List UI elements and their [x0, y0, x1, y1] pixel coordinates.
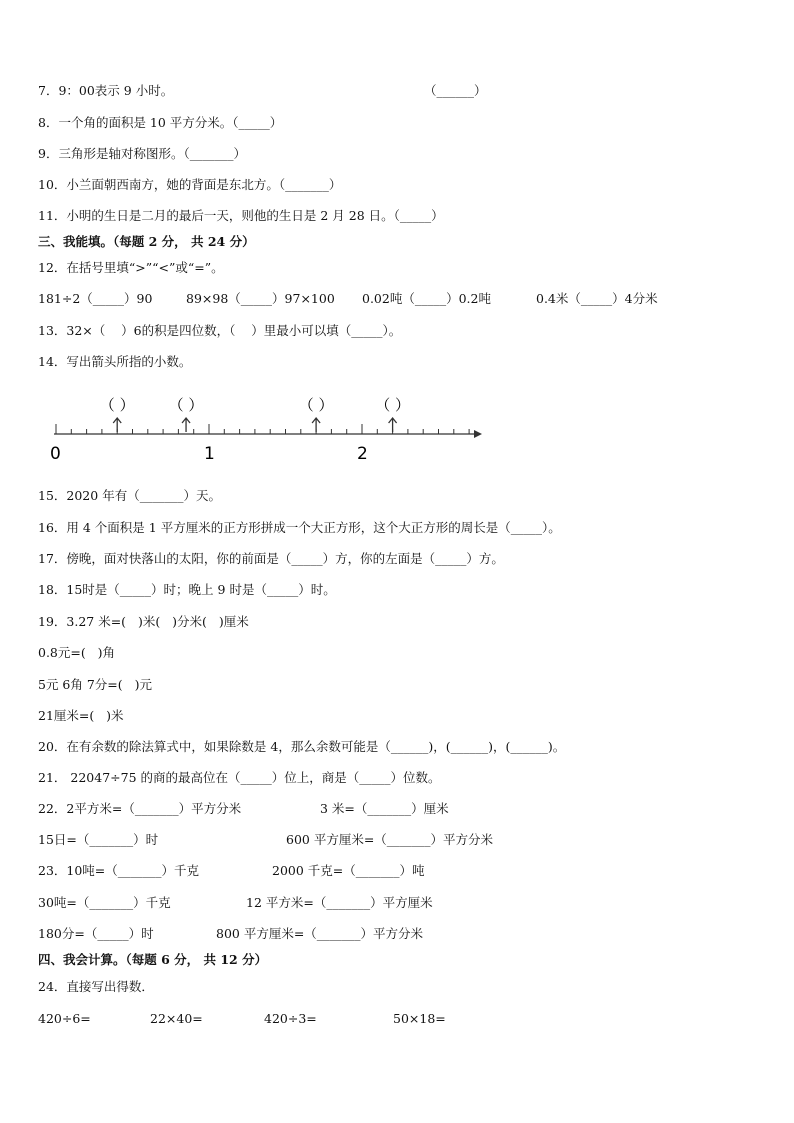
question-19-part: 5元 6角 7分=( )元	[38, 677, 152, 692]
answer-paren[interactable]: （ ）	[168, 396, 204, 414]
number-line-ticks	[56, 424, 469, 434]
number-line	[46, 390, 486, 470]
up-arrow-icon	[182, 418, 190, 432]
up-arrow-icon	[312, 418, 320, 432]
answer-paren[interactable]: （ ）	[298, 396, 334, 414]
question-23-left: 30吨=（_______）千克	[38, 895, 171, 910]
question-23-left: 23．10吨=（_______）千克	[38, 863, 200, 878]
question-12-prompt: 12．在括号里填“>”“<”或“=”。	[38, 260, 224, 275]
question-11: 11．小明的生日是二月的最后一天，则他的生日是 2 月 28 日。（_____）	[38, 208, 444, 223]
question-18: 18．15时是（_____）时；晚上 9 时是（_____）时。	[38, 582, 336, 597]
question-23-right: 800 平方厘米=（_______）平方分米	[216, 926, 424, 941]
question-10: 10．小兰面朝西南方，她的背面是东北方。（_______）	[38, 177, 342, 192]
compare-item: 89×98（_____）97×100	[186, 291, 335, 306]
up-arrow-icon	[113, 418, 121, 432]
question-23-left: 180分=（_____）时	[38, 926, 154, 941]
compare-item: 0.02吨（_____）0.2吨	[362, 291, 491, 306]
question-9: 9．三角形是轴对称图形。（_______）	[38, 146, 246, 161]
label-0: 0	[50, 444, 61, 464]
label-1: 1	[204, 444, 215, 464]
question-8: 8．一个角的面积是 10 平方分米。（_____）	[38, 115, 283, 130]
compare-item: 181÷2（_____）90	[38, 291, 153, 306]
question-24-prompt: 24．直接写出得数．	[38, 979, 154, 994]
axis-arrowhead	[474, 430, 482, 438]
question-22-right: 600 平方厘米=（_______）平方分米	[286, 832, 494, 847]
answer-paren[interactable]: （ ）	[99, 396, 135, 414]
question-22-left: 15日=（_______）时	[38, 832, 159, 847]
calc-item: 420÷6=	[38, 1011, 91, 1026]
question-7: 7．9：00表示 9 小时。	[38, 83, 174, 98]
up-arrow-icon	[389, 418, 397, 432]
calc-item: 420÷3=	[264, 1011, 317, 1026]
question-16: 16．用 4 个面积是 1 平方厘米的正方形拼成一个大正方形，这个大正方形的周长是（_____）。	[38, 520, 561, 535]
number-line-arrows	[100, 396, 410, 432]
question-21: 21． 22047÷75 的商的最高位在（_____）位上，商是（_____）位数。	[38, 770, 441, 785]
label-2: 2	[357, 444, 368, 464]
question-22-left: 22．2平方米=（_______）平方分米	[38, 801, 242, 816]
question-19-part: 21厘米=( )米	[38, 708, 124, 723]
question-20: 20．在有余数的除法算式中，如果除数是 4，那么余数可能是（______)，(______)，(______)。	[38, 739, 566, 754]
calc-item: 22×40=	[150, 1011, 203, 1026]
question-19: 19．3.27 米=( )米( )分米( )厘米	[38, 614, 249, 629]
section-heading-4: 四、我会计算。（每题 6 分， 共 12 分）	[38, 952, 268, 967]
question-23-right: 2000 千克=（_______）吨	[272, 863, 425, 878]
question-15: 15．2020 年有（_______）天。	[38, 488, 221, 503]
question-14-prompt: 14．写出箭头所指的小数。	[38, 354, 192, 369]
answer-blank[interactable]: （______）	[424, 83, 487, 98]
question-19-part: 0.8元=( )角	[38, 645, 116, 660]
answer-paren[interactable]: （ ）	[375, 396, 410, 414]
calc-item: 50×18=	[393, 1011, 446, 1026]
question-23-right: 12 平方米=（_______）平方厘米	[246, 895, 433, 910]
question-17: 17．傍晚，面对快落山的太阳，你的前面是（_____）方，你的左面是（_____）方。	[38, 551, 504, 566]
section-heading-3: 三、我能填。（每题 2 分， 共 24 分）	[38, 234, 255, 249]
question-13: 13．32×（ ）6的积是四位数，（ ）里最小可以填（_____）。	[38, 323, 402, 338]
question-22-right: 3 米=（_______）厘米	[320, 801, 449, 816]
compare-item: 0.4米（_____）4分米	[536, 291, 658, 306]
